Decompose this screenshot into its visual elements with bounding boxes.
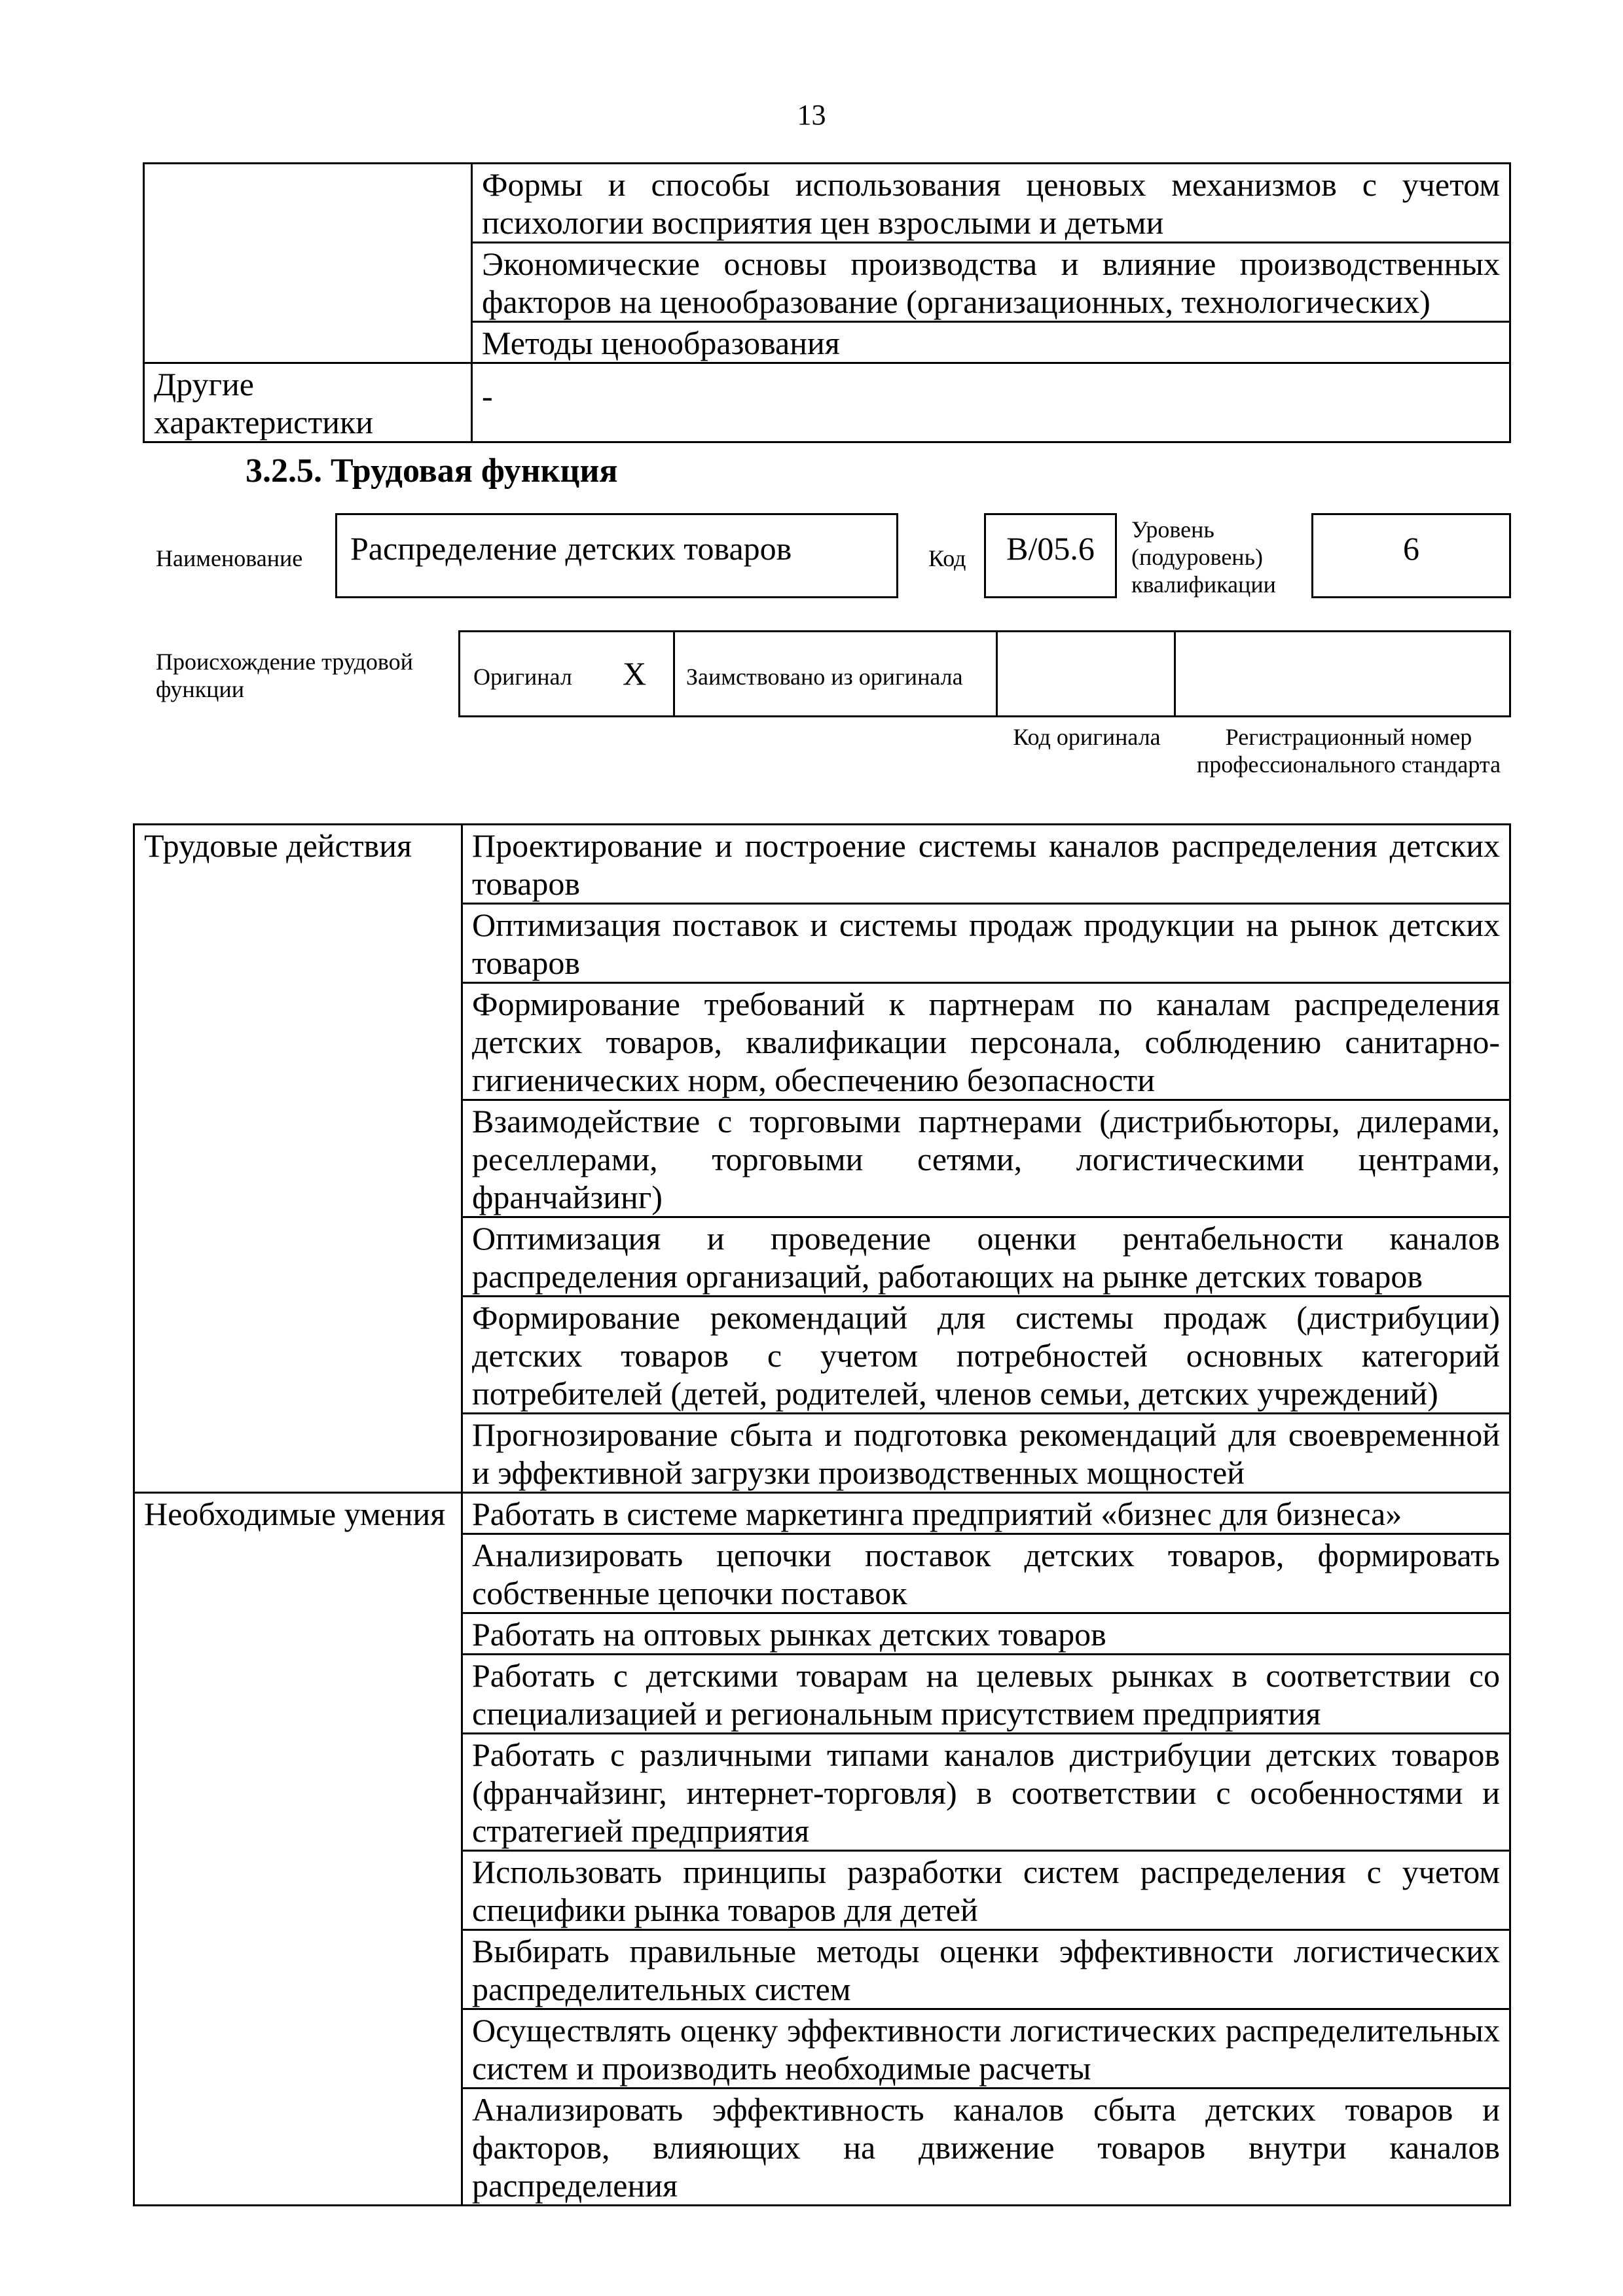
level-box (1311, 513, 1511, 598)
section-title: 3.2.5. Трудовая функция (246, 452, 618, 490)
labor-action-item: Оптимизация и проведение оценки рентабельности каналов распределения организаций, работающих на рынке детских товаров (462, 1217, 1510, 1297)
reg-caption: Регистрационный номер профессионального стандарта (1196, 724, 1501, 778)
table-row (134, 1493, 1510, 1534)
labor-action-item: Прогнозирование сбыта и подготовка рекомендаций для своевременной и эффективной загрузки производственных мощностей (462, 1414, 1510, 1493)
page-number: 13 (797, 99, 826, 131)
labor-actions-label: Трудовые действия (134, 825, 462, 1493)
code-value: B/05.6 (1006, 530, 1095, 567)
code-caption: Код оригинала (1013, 724, 1161, 750)
labor-action-item: Формирование рекомендаций для системы продаж (дистрибуции) детских товаров с учетом потребностей основных категорий потребителей (детей, родителей, членов семьи, детских учреждений) (462, 1297, 1510, 1414)
table-row (144, 164, 1510, 243)
skill-item: Осуществлять оценку эффективности логистических распределительных систем и производить необходимые расчеты (462, 2009, 1510, 2089)
skill-item: Анализировать эффективность каналов сбыта детских товаров и факторов, влияющих на движение товаров внутри каналов распределения (462, 2089, 1510, 2206)
skill-item: Выбирать правильные методы оценки эффективности логистических распределительных систем (462, 1930, 1510, 2009)
labor-action-item: Проектирование и построение системы каналов распределения детских товаров (462, 825, 1510, 904)
skill-item: Работать с детскими товарам на целевых рынках в соответствии со специализацией и региональным присутствием предприятия (462, 1655, 1510, 1734)
labor-function-table (133, 823, 1511, 2206)
labor-action-item: Оптимизация поставок и системы продаж продукции на рынок детских товаров (462, 904, 1510, 983)
original-mark: X (623, 655, 647, 692)
name-label: Наименование (156, 545, 303, 571)
knowledge-continuation-table (143, 162, 1511, 443)
knowledge-item: Формы и способы использования ценовых механизмов с учетом психологии восприятия цен взрослыми и детьми (472, 164, 1510, 243)
origin-divider (1174, 632, 1176, 715)
origin-divider (673, 632, 675, 715)
other-characteristics-value: - (472, 363, 1510, 442)
other-characteristics-label: Другие характеристики (144, 363, 472, 442)
table-row (134, 825, 1510, 904)
code-label: Код (928, 545, 966, 571)
labor-action-item: Формирование требований к партнерам по каналам распределения детских товаров, квалификации персонала, соблюдению санитарно-гигиенических норм, обеспечению безопасности (462, 983, 1510, 1100)
code-box (984, 513, 1117, 598)
original-label: Оригинал (473, 664, 572, 690)
labor-action-item: Взаимодействие с торговыми партнерами (дистрибьюторы, дилерами, реселлерами, торговыми сетями, логистическими центрами, франчайзинг) (462, 1100, 1510, 1217)
table-row (144, 363, 1510, 442)
knowledge-item: Экономические основы производства и влияние производственных факторов на ценообразование (организационных, технологических) (472, 243, 1510, 322)
origin-divider (996, 632, 998, 715)
skill-item: Использовать принципы разработки систем распределения с учетом специфики рынка товаров для детей (462, 1851, 1510, 1930)
level-value: 6 (1403, 530, 1419, 567)
skill-item: Работать на оптовых рынках детских товаров (462, 1613, 1510, 1655)
origin-box (458, 630, 1511, 717)
borrowed-label: Заимствовано из оригинала (686, 664, 963, 690)
origin-label: Происхождение трудовой функции (156, 649, 413, 702)
skill-item: Анализировать цепочки поставок детских товаров, формировать собственные цепочки поставок (462, 1534, 1510, 1613)
skills-label: Необходимые умения (134, 1493, 462, 2206)
skill-item: Работать в системе маркетинга предприятий «бизнес для бизнеса» (462, 1493, 1510, 1534)
empty-label-cell (144, 164, 472, 363)
level-label: Уровень (подуровень) квалификации (1131, 516, 1276, 598)
function-name-box (335, 513, 898, 598)
knowledge-item: Методы ценообразования (472, 322, 1510, 363)
skill-item: Работать с различными типами каналов дистрибуции детских товаров (франчайзинг, интернет-торговля) в соответствии с особенностями и стратегией предприятия (462, 1734, 1510, 1851)
function-name-value: Распределение детских товаров (350, 530, 792, 567)
